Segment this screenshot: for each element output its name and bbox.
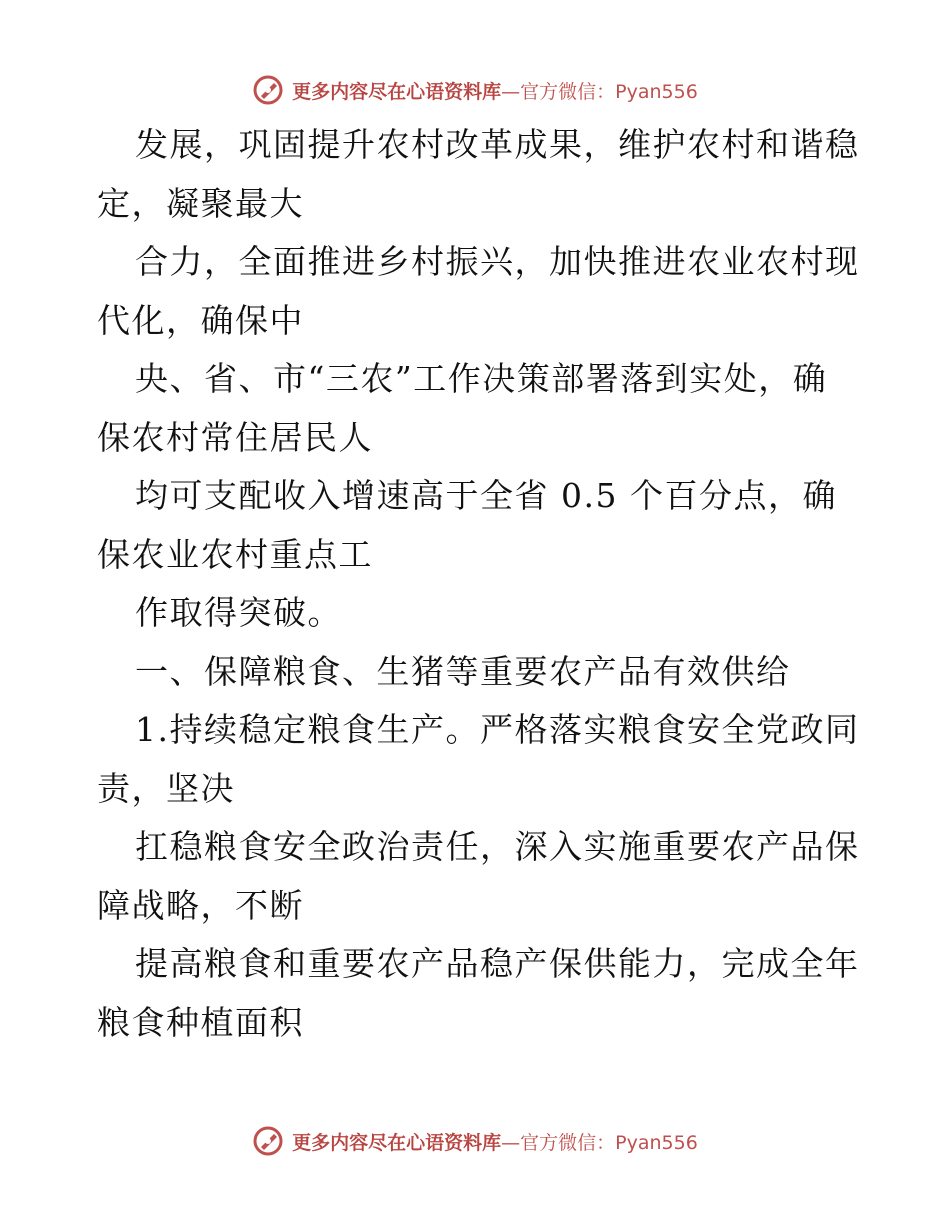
header-separator: — — [501, 80, 521, 103]
body-line: 粮食种植面积 — [97, 1002, 304, 1042]
body-line: 提高粮食和重要农产品稳产保供能力，完成全年 — [135, 944, 860, 983]
body-line: 1.持续稳定粮食生产。严格落实粮食安全党政同 — [135, 710, 860, 749]
body-line: 均可支配收入增速高于全省 0.5 个百分点，确 — [135, 476, 837, 515]
section-heading: 一、保障粮食、生猪等重要农产品有效供给 — [135, 651, 791, 691]
header-wechat-text: 官方微信：Pyan556 — [520, 80, 698, 103]
document-body — [97, 116, 860, 1052]
body-line: 保农村常住居民人 — [97, 417, 373, 457]
seal-logo-icon — [252, 74, 284, 106]
seal-logo-icon — [252, 1125, 284, 1157]
footer-wechat-text: 官方微信：Pyan556 — [520, 1131, 698, 1154]
footer-separator: — — [501, 1131, 521, 1154]
header-site-text: 更多内容尽在心语资料库 — [292, 80, 502, 103]
header-text — [292, 77, 698, 104]
footer-site-text: 更多内容尽在心语资料库 — [292, 1131, 502, 1154]
body-line: 合力，全面推进乡村振兴，加快推进农业农村现 — [135, 242, 860, 281]
body-line: 定，凝聚最大 — [97, 183, 304, 223]
body-line: 扛稳粮食安全政治责任，深入实施重要农产品保 — [135, 827, 860, 866]
header-banner — [0, 70, 950, 110]
body-line: 代化，确保中 — [97, 300, 304, 340]
body-line: 保农业农村重点工 — [97, 534, 373, 574]
body-line: 央、省、市“三农”工作决策部署落到实处，确 — [135, 359, 828, 398]
body-line: 作取得突破。 — [135, 593, 342, 632]
body-line: 障战略，不断 — [97, 885, 304, 925]
body-line: 发展，巩固提升农村改革成果，维护农村和谐稳 — [135, 125, 860, 164]
footer-banner — [0, 1121, 950, 1161]
body-line: 责，坚决 — [97, 768, 235, 808]
footer-text — [292, 1128, 698, 1155]
